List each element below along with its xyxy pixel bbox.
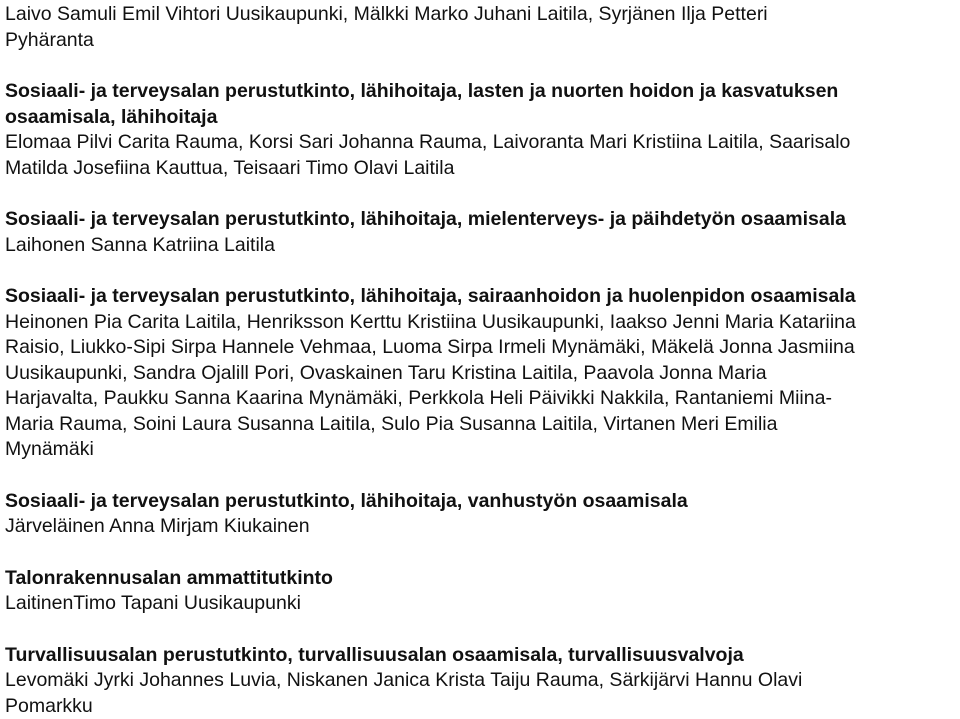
section-heading: osaamisala, lähihoitaja [5,105,955,131]
section-heading: Sosiaali- ja terveysalan perustutkinto, lähihoitaja, vanhustyön osaamisala [5,489,955,515]
section-heading: Sosiaali- ja terveysalan perustutkinto, lähihoitaja, sairaanhoidon ja huolenpidon osaamisala [5,284,955,310]
document-page [5,0,955,719]
names-line: Uusikaupunki, Sandra Ojalill Pori, Ovaskainen Taru Kristina Laitila, Paavola Jonna Maria [5,361,955,387]
names-line: Laihonen Sanna Katriina Laitila [5,233,955,259]
names-line: Pyhäranta [5,28,955,54]
names-line: Järveläinen Anna Mirjam Kiukainen [5,514,955,540]
section-lasten-ja-nuorten [5,79,955,181]
names-line: LaitinenTimo Tapani Uusikaupunki [5,591,955,617]
names-line: Maria Rauma, Soini Laura Susanna Laitila, Sulo Pia Susanna Laitila, Virtanen Meri Emilia [5,412,955,438]
names-line: Harjavalta, Paukku Sanna Kaarina Mynämäki, Perkkola Heli Päivikki Nakkila, Rantaniemi Miina- [5,386,955,412]
section-turvallisuus [5,643,955,719]
names-block-continued [5,2,955,53]
section-heading: Turvallisuusalan perustutkinto, turvallisuusalan osaamisala, turvallisuusvalvoja [5,643,955,669]
names-line: Laivo Samuli Emil Vihtori Uusikaupunki, Mälkki Marko Juhani Laitila, Syrjänen Ilja Petteri [5,2,955,28]
names-line: Heinonen Pia Carita Laitila, Henriksson Kerttu Kristiina Uusikaupunki, Iaakso Jenni Maria Katariina [5,310,955,336]
section-vanhustyo [5,489,955,540]
names-line: Matilda Josefiina Kauttua, Teisaari Timo Olavi Laitila [5,156,955,182]
names-line: Elomaa Pilvi Carita Rauma, Korsi Sari Johanna Rauma, Laivoranta Mari Kristiina Laitila, Saarisalo [5,130,955,156]
section-heading: Talonrakennusalan ammattitutkinto [5,566,955,592]
section-talonrakennus [5,566,955,617]
section-heading: Sosiaali- ja terveysalan perustutkinto, lähihoitaja, lasten ja nuorten hoidon ja kasvatuksen [5,79,955,105]
section-heading: Sosiaali- ja terveysalan perustutkinto, lähihoitaja, mielenterveys- ja päihdetyön osaamisala [5,207,955,233]
names-line: Raisio, Liukko-Sipi Sirpa Hannele Vehmaa, Luoma Sirpa Irmeli Mynämäki, Mäkelä Jonna Jasmiina [5,335,955,361]
names-line: Levomäki Jyrki Johannes Luvia, Niskanen Janica Krista Taiju Rauma, Särkijärvi Hannu Olavi [5,668,955,694]
section-sairaanhoito [5,284,955,463]
names-line: Mynämäki [5,437,955,463]
section-mielenterveys [5,207,955,258]
names-line: Pomarkku [5,694,955,719]
